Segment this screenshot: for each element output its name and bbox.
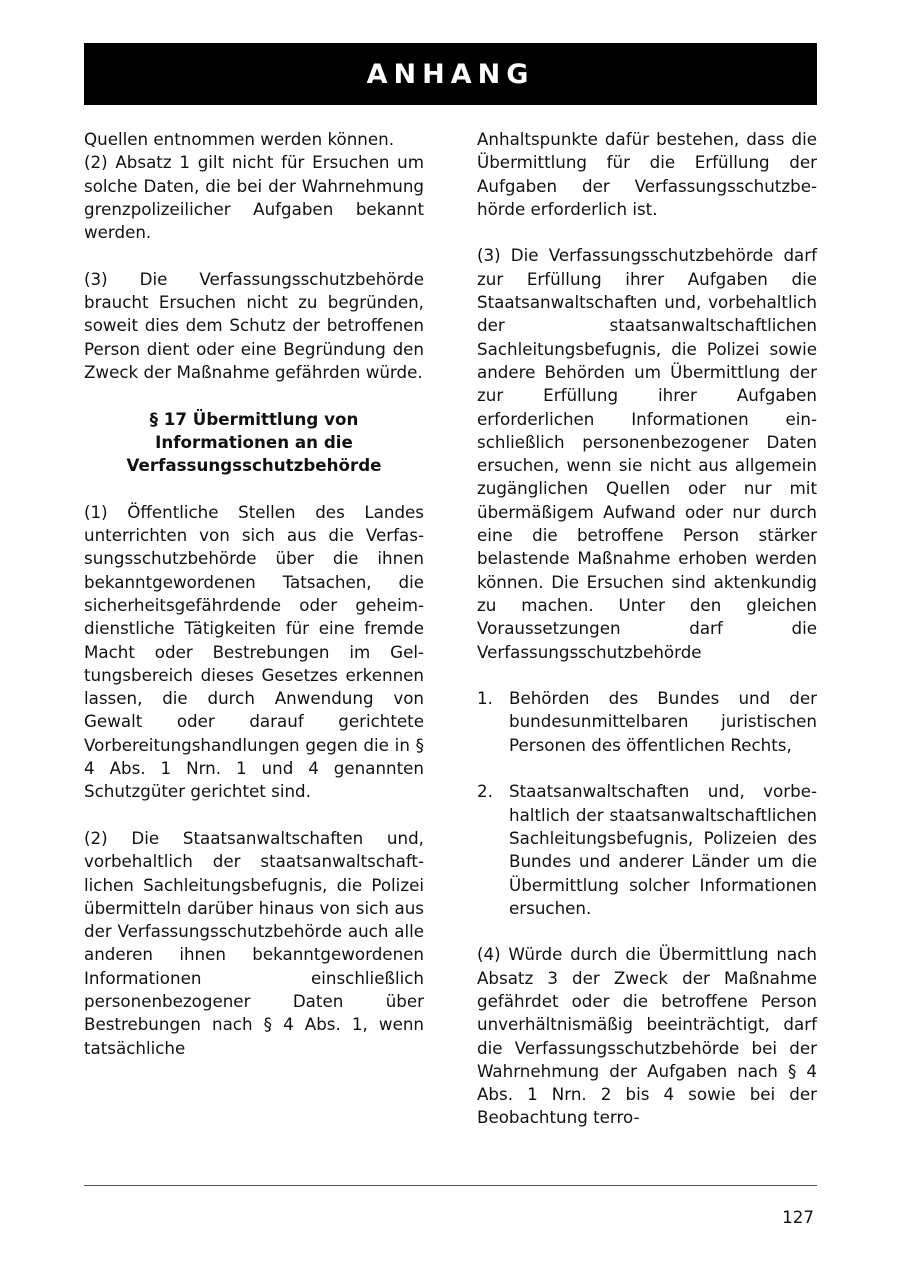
list-item-text: Staatsanwaltschaften und, vorbehaltlich der staatsanwaltschaftlichen Sachleitungsbefugnis, Polizeien des Bundes und anderer Länder um die Übermittlung solcher Informationen ersuchen.: [509, 781, 817, 918]
paragraph-abs4: (4) Würde durch die Übermittlung nach Absatz 3 der Zweck der Maßnahme gefährdet oder die betroffene Person unverhältnismäßig beeinträchtigt, darf die Verfassungsschutzbehörde bei der Wahrnehmung der Aufgaben nach § 4 Abs. 1 Nrn. 2 bis 4 sowie bei der Beobachtung terro-: [477, 944, 817, 1128]
section-heading: [84, 408, 424, 478]
paragraph-continuation: Quellen entnommen werden können.: [84, 129, 395, 149]
right-column: [477, 128, 817, 1153]
paragraph-abs2: (2) Absatz 1 gilt nicht für Ersuchen um solche Daten, die bei der Wahrnehmung grenzpolizeilicher Aufgaben bekannt werden.: [84, 152, 424, 243]
section-heading-line3: Verfassungsschutzbehörde: [126, 455, 382, 476]
paragraph-s17-abs1: (1) Öffentliche Stellen des Landes unterrichten von sich aus die Verfassungsschutzbehörde über die ihnen bekanntgewordenen Tatsachen, die sicherheitsgefährdende oder geheimdienstliche Tätigkeiten für eine fremde Macht oder Bestrebungen im Geltungsbereich dieses Gesetzes erkennen lassen, die durch Anwendung von Gewalt oder darauf gerichtete Vorbereitungshandlungen gegen die in § 4 Abs. 1 Nrn. 1 und 4 genannten Schutzgüter gerichtet sind.: [84, 501, 424, 802]
list-item: [477, 687, 817, 757]
list-item-text: Behörden des Bundes und der bundesunmittelbaren juristischen Personen des öffentlichen Rechts,: [509, 688, 817, 755]
paragraph-abs3: (3) Die Verfassungsschutzbehörde braucht Ersuchen nicht zu begründen, soweit dies dem Schutz der betroffenen Person dient oder eine Begründung den Zweck der Maßnahme gefährden würde.: [84, 268, 424, 382]
numbered-list: [477, 687, 817, 920]
paragraph-abs3-right: (3) Die Verfassungsschutzbehörde darf zur Erfüllung ihrer Aufgaben die Staatsanwaltschaften und, vorbehaltlich der staatsanwaltschaftlichen Sachleitungsbefugnis, die Polizei sowie andere Behörden um Übermittlung der zur Erfüllung ihrer Aufgaben erforderlichen Informationen einschließlich personenbezogener Daten ersuchen, wenn sie nicht aus allgemein zugänglichen Quellen oder nur mit übermäßigem Aufwand oder nur durch eine die betroffene Person stärker belastende Maßnahme erhoben werden können. Die Ersuchen sind aktenkundig zu machen. Unter den gleichen Voraussetzungen darf die Verfassungsschutzbehörde: [477, 245, 817, 662]
section-heading-line2: Informationen an die: [155, 431, 353, 452]
header-title: ANHANG: [366, 58, 535, 90]
section-heading-line1: § 17 Übermittlung von: [149, 408, 359, 429]
paragraph-s17-abs2: (2) Die Staatsanwaltschaften und, vorbehaltlich der staatsanwaltschaftlichen Sachleitungsbefugnis, die Polizei übermitteln darüber hinaus von sich aus der Verfassungsschutzbehörde auch alle anderen ihnen bekanntgewordenen Informationen einschließlich personenbezogener Daten über Bestrebungen nach § 4 Abs. 1, wenn tatsächliche: [84, 827, 424, 1058]
header-bar: [84, 43, 817, 105]
list-item-number: 2.: [477, 781, 493, 802]
left-column: [84, 128, 424, 1083]
footer-divider: [84, 1185, 817, 1186]
list-item-number: 1.: [477, 688, 493, 709]
page-number: 127: [782, 1207, 814, 1227]
paragraph-continuation-right: Anhaltspunkte dafür bestehen, dass die Übermittlung für die Erfüllung der Aufgaben der Verfassungsschutzbehörde erforderlich ist.: [477, 129, 817, 219]
list-item: [477, 780, 817, 920]
